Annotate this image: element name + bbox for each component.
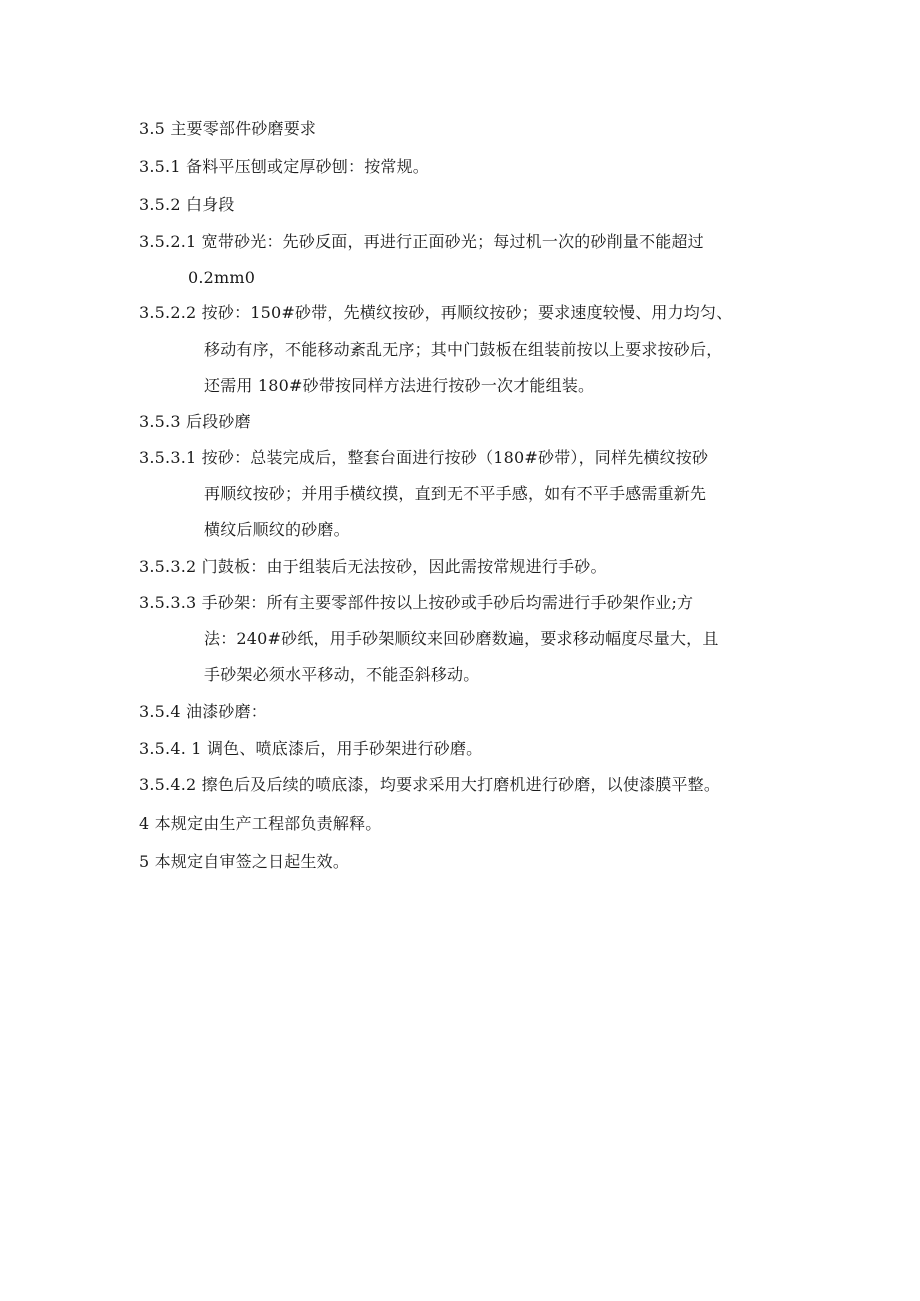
heading-3-5: 3.5 主要零部件砂磨要求 (139, 119, 317, 138)
clause-3-5-3-1: 3.5.3.1 按砂：总装完成后，整套台面进行按砂（180#砂带），同样先横纹按砂 (139, 448, 709, 467)
clause-3-5-2-1-cont: 0.2mm0 (188, 268, 256, 287)
clause-3-5-1: 3.5.1 备料平压刨或定厚砂刨：按常规。 (139, 157, 429, 176)
heading-3-5-3: 3.5.3 后段砂磨 (139, 412, 251, 431)
clause-3-5-2-2: 3.5.2.2 按砂：150#砂带，先横纹按砂，再顺纹按砂；要求速度较慢、用力均匀、 (139, 303, 733, 322)
clause-3-5-4-1: 3.5.4. 1 调色、喷底漆后，用手砂架进行砂磨。 (139, 739, 483, 758)
clause-3-5-3-2: 3.5.3.2 门鼓板：由于组装后无法按砂，因此需按常规进行手砂。 (139, 557, 607, 576)
heading-3-5-2: 3.5.2 白身段 (139, 195, 235, 214)
clause-3-5-3-3-cont-1: 法：240#砂纸，用手砂架顺纹来回砂磨数遍，要求移动幅度尽量大，且 (204, 629, 719, 648)
clause-3-5-3-1-cont-2: 横纹后顺纹的砂磨。 (204, 520, 350, 539)
clause-4: 4 本规定由生产工程部负责解释。 (139, 814, 382, 833)
clause-3-5-3-3-cont-2: 手砂架必须水平移动，不能歪斜移动。 (204, 665, 480, 684)
clause-3-5-2-1: 3.5.2.1 宽带砂光：先砂反面，再进行正面砂光；每过机一次的砂削量不能超过 (139, 232, 704, 251)
clause-3-5-2-2-cont-1: 移动有序，不能移动紊乱无序；其中门鼓板在组装前按以上要求按砂后， (204, 340, 723, 359)
clause-3-5-2-2-cont-2: 还需用 180#砂带按同样方法进行按砂一次才能组装。 (204, 376, 595, 395)
clause-3-5-3-1-cont-1: 再顺纹按砂；并用手横纹摸，直到无不平手感，如有不平手感需重新先 (204, 484, 707, 503)
clause-3-5-3-3: 3.5.3.3 手砂架：所有主要零部件按以上按砂或手砂后均需进行手砂架作业;方 (139, 593, 694, 612)
heading-3-5-4: 3.5.4 油漆砂磨： (139, 702, 267, 721)
clause-3-5-4-2: 3.5.4.2 擦色后及后续的喷底漆，均要求采用大打磨机进行砂磨，以使漆膜平整。 (139, 775, 721, 794)
clause-5: 5 本规定自审签之日起生效。 (139, 852, 350, 871)
